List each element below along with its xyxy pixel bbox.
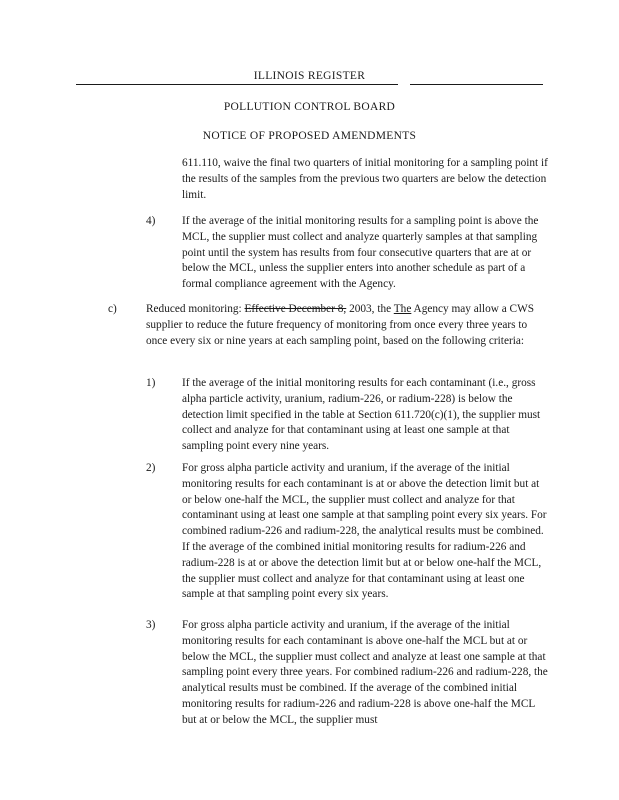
item-2-text: For gross alpha particle activity and uranium, if the average of the initial monitoring results for each contaminant is at or above the detection limit but at or below one-half the MCL, the supplier must collect and analyze for that contaminant using at least one sample at that sampling point every six years. For combined radium-226 and radium-228, the analytical results must be combined. If the average of the combined initial monitoring results for radium-226 and radium-228 is at or above the detection limit but at or below one-half the MCL, the supplier must collect and analyze for that contaminant using at least one sample at that sampling point every six years. — [182, 462, 547, 601]
item-4-text: If the average of the initial monitoring results for a sampling point is above the MCL, the supplier must collect and analyze quarterly samples at that sampling point until the system has results from four consecutive quarters that are at or below the MCL, unless the supplier enters into another schedule as part of a formal compliance agreement with the Agency. — [182, 215, 539, 291]
item-1-text: If the average of the initial monitoring results for each contaminant (i.e., gross alpha particle activity, uranium, radium-226, or radium-228) is below the detection limit specified in the table at Section 611.720(c)(1), the supplier must collect and analyze for that contaminant using at least one sample at that sampling point every nine years. — [182, 377, 541, 453]
header-rule-right — [410, 84, 543, 85]
section-c-rest: Agency may allow a CWS supplier to reduce the future frequency of monitoring from once every three years to once every six or nine years at each sampling point, based on the following criteria: — [146, 303, 535, 347]
board-title: POLLUTION CONTROL BOARD — [223, 101, 396, 113]
section-c-mid: 2003, the — [346, 303, 394, 315]
item-3-label: 3) — [146, 619, 156, 631]
header-rule-left — [76, 84, 398, 85]
item-2-label: 2) — [146, 462, 156, 474]
item-1-label: 1) — [146, 377, 156, 389]
item-3-text: For gross alpha particle activity and uranium, if the average of the initial monitoring results for each contaminant is above one-half the MCL but at or below the MCL, the supplier must collect and analyze at least one sample at that sampling point every three years. For combined radium-226 and radium-228, the analytical results must be combined. If the average of the combined initial monitoring results for radium-226 and radium-228 is above one-half the MCL but at or below the MCL, the supplier must — [182, 619, 548, 726]
item-4-label: 4) — [146, 215, 156, 227]
section-c-lead: Reduced monitoring: — [146, 303, 242, 315]
continued-paragraph: 611.110, waive the final two quarters of initial monitoring for a sampling point if the results of the samples from the previous two quarters are below the detection limit. — [182, 157, 548, 201]
section-c-label: c) — [108, 303, 117, 315]
section-c-struck-text: Effective December 8, — [244, 303, 347, 315]
notice-title: NOTICE OF PROPOSED AMENDMENTS — [202, 130, 417, 142]
register-title: ILLINOIS REGISTER — [253, 70, 366, 82]
section-c-text — [146, 302, 548, 349]
section-c-inserted-text: The — [393, 303, 412, 315]
